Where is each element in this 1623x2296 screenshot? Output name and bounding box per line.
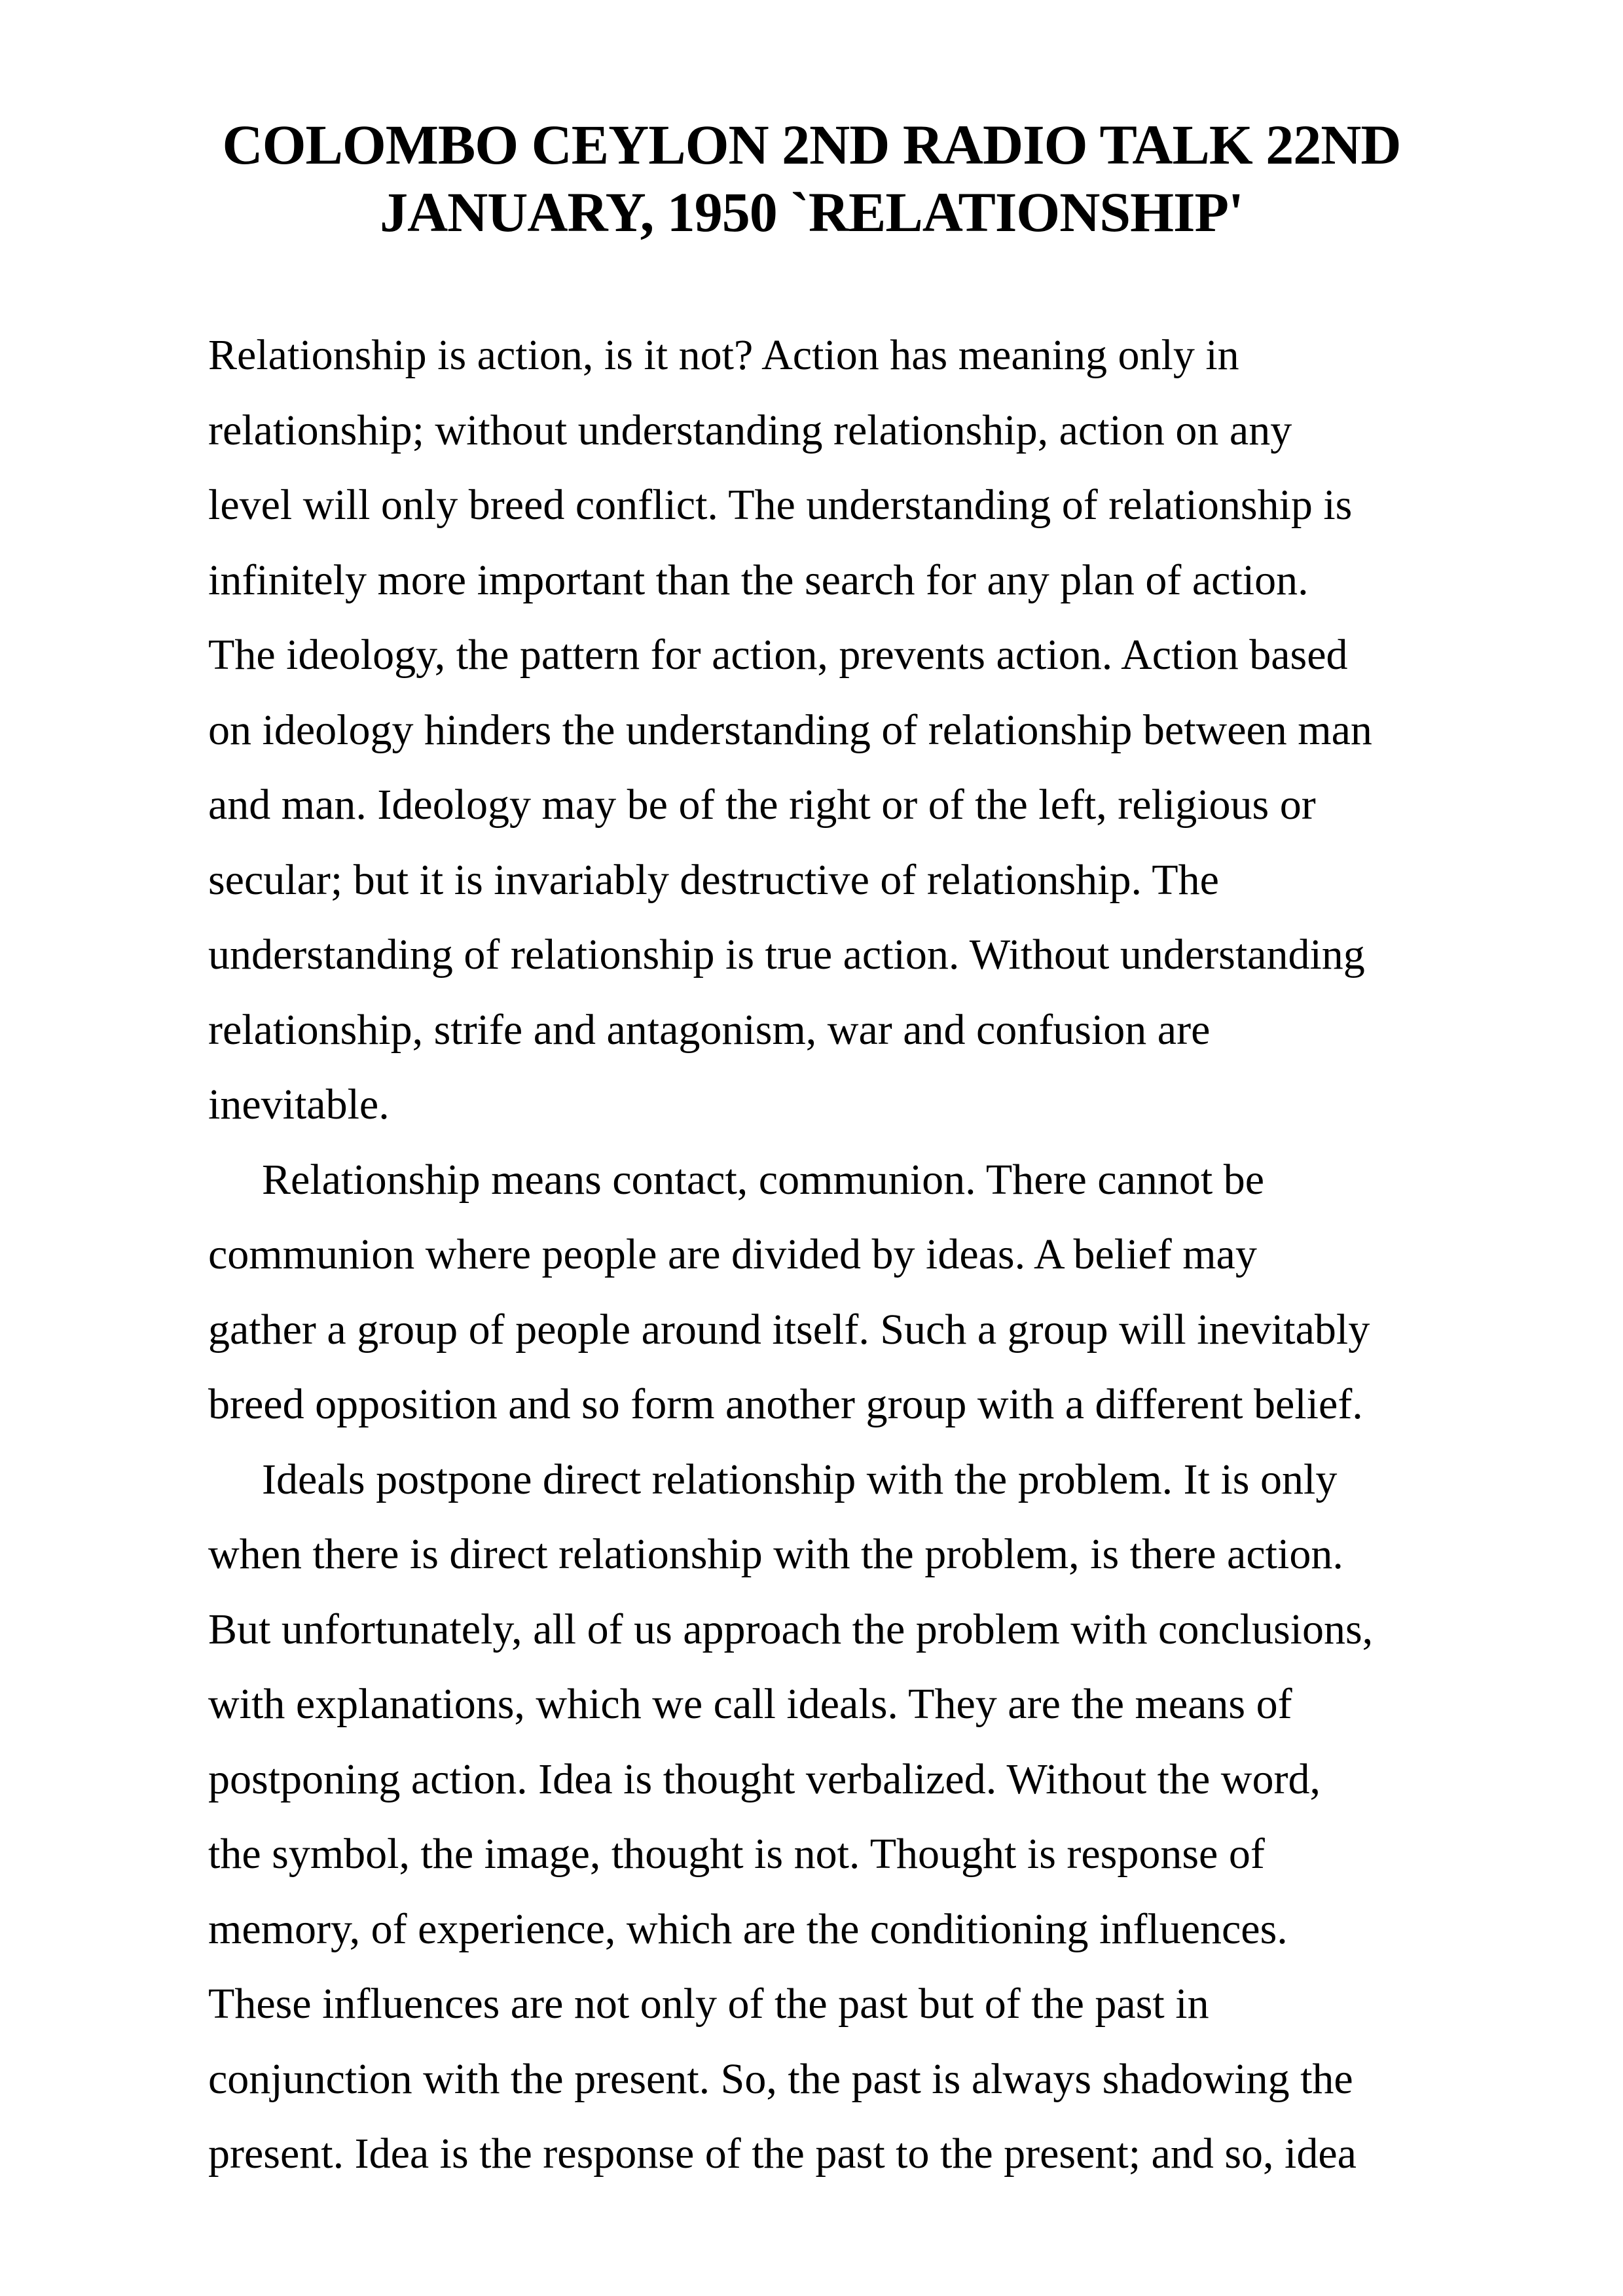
text-line: relationship; without understanding relationship, action on any <box>208 406 1292 454</box>
body-text <box>208 318 1452 2192</box>
text-line: on ideology hinders the understanding of relationship between man <box>208 706 1372 754</box>
text-line: level will only breed conflict. The understanding of relationship is <box>208 481 1353 529</box>
text-line: understanding of relationship is true action. Without understanding <box>208 931 1365 978</box>
text-line: conjunction with the present. So, the past is always shadowing the <box>208 2054 1353 2103</box>
page-title <box>131 111 1492 246</box>
text-line: Relationship means contact, communion. There cannot be <box>262 1155 1265 1204</box>
text-line: The ideology, the pattern for action, prevents action. Action based <box>208 631 1348 679</box>
text-line: But unfortunately, all of us approach the problem with conclusions, <box>208 1605 1374 1653</box>
text-line: infinitely more important than the search for any plan of action. <box>208 556 1309 604</box>
text-line: relationship, strife and antagonism, war and confusion are <box>208 1005 1211 1054</box>
text-line: inevitable. <box>208 1081 390 1128</box>
text-line: gather a group of people around itself. Such a group will inevitably <box>208 1305 1370 1354</box>
text-line: memory, of experience, which are the conditioning influences. <box>208 1905 1288 1953</box>
text-line: present. Idea is the response of the past to the present; and so, idea <box>208 2130 1357 2178</box>
text-line: Relationship is action, is it not? Action has meaning only in <box>208 331 1239 379</box>
paragraph-2 <box>208 1143 1452 1443</box>
paragraph-3 <box>208 1443 1452 2192</box>
text-line: with explanations, which we call ideals. They are the means of <box>208 1680 1292 1728</box>
text-line: These influences are not only of the past but of the past in <box>208 1980 1209 2028</box>
title-line: JANUARY, 1950 `RELATIONSHIP' <box>380 181 1243 243</box>
paragraph-1 <box>208 318 1452 1143</box>
text-line: postponing action. Idea is thought verbalized. Without the word, <box>208 1755 1321 1803</box>
text-line: Ideals postpone direct relationship with the problem. It is only <box>262 1455 1338 1503</box>
text-line: and man. Ideology may be of the right or of the left, religious or <box>208 781 1316 829</box>
text-line: when there is direct relationship with the problem, is there action. <box>208 1530 1343 1578</box>
text-line: secular; but it is invariably destructive of relationship. The <box>208 855 1219 904</box>
text-line: breed opposition and so form another group with a different belief. <box>208 1380 1363 1428</box>
title-line: COLOMBO CEYLON 2ND RADIO TALK 22ND <box>222 113 1401 176</box>
text-line: communion where people are divided by ideas. A belief may <box>208 1230 1257 1278</box>
text-line: the symbol, the image, thought is not. Thought is response of <box>208 1830 1265 1878</box>
